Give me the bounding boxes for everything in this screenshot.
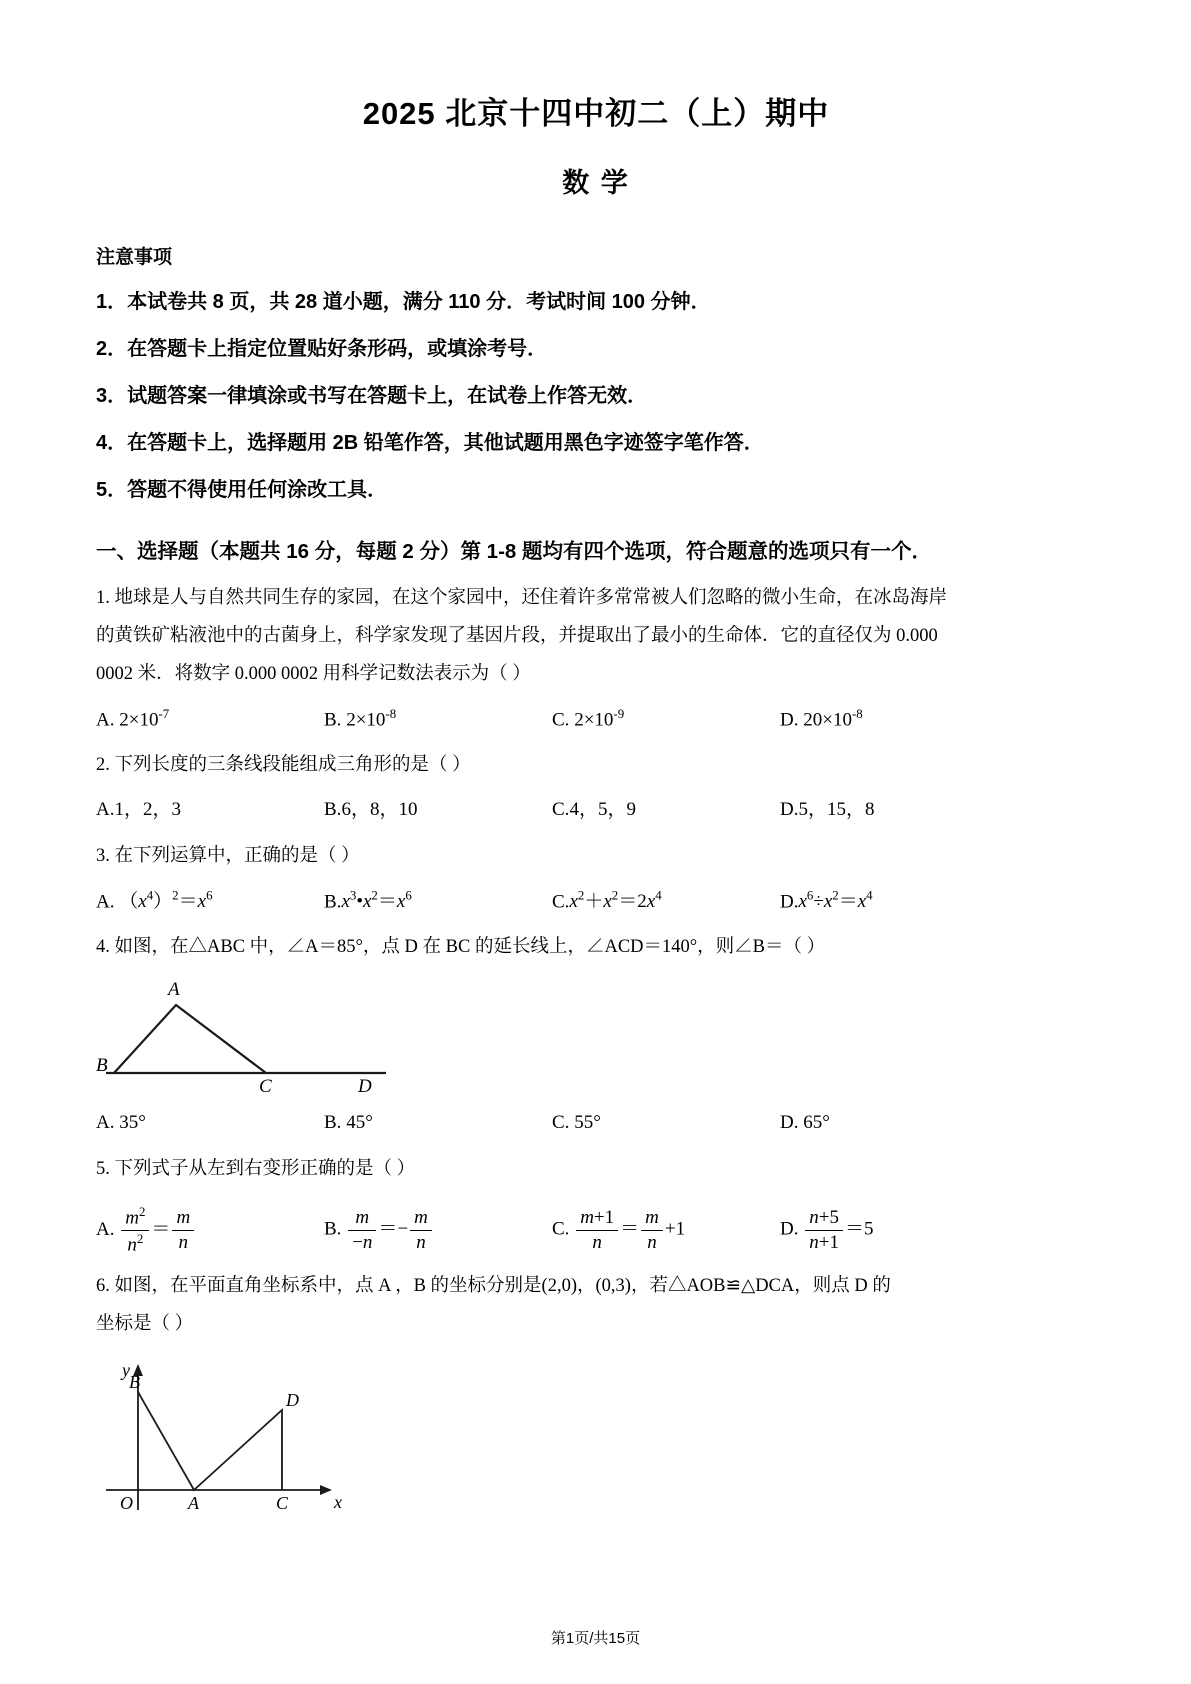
option-a[interactable] xyxy=(96,1108,324,1138)
option-c-label: C. xyxy=(552,799,570,821)
option-c-base: 2×10 xyxy=(574,709,614,731)
option-d-value: 5，15，8 xyxy=(798,799,875,821)
option-a-fraction-2: $\frac{m}{n}$ xyxy=(172,1207,194,1254)
option-d-relation: ＝ xyxy=(844,1218,864,1240)
question-1-line-3: 0002 米．将数字 0.000 0002 用科学记数法表示为（ ） xyxy=(96,663,531,684)
option-a-value: $(x^4)^2=x^6$ xyxy=(119,887,213,913)
option-a-value: 35° xyxy=(119,1112,146,1134)
option-c-label: C. xyxy=(552,891,570,913)
option-b-exp: -8 xyxy=(385,705,397,721)
option-c-label: C. xyxy=(552,709,570,731)
question-3-text: 3. 在下列运算中，正确的是（ ） xyxy=(96,845,360,866)
option-c-value: $x^2+x^2=2x^4$ xyxy=(569,887,662,913)
option-d-label: D. xyxy=(780,891,799,913)
option-c[interactable] xyxy=(552,886,780,918)
option-c[interactable] xyxy=(552,704,780,736)
option-d-label: D. xyxy=(780,1112,799,1134)
option-b[interactable] xyxy=(324,704,552,736)
question-4-figure xyxy=(96,973,1096,1098)
option-a[interactable] xyxy=(96,704,324,736)
option-b-label: B. xyxy=(324,1218,342,1240)
triangle-figure-svg xyxy=(96,973,416,1093)
option-b-value: 45° xyxy=(346,1112,373,1134)
option-b-value: 6，8，10 xyxy=(341,799,418,821)
option-d-exp: -8 xyxy=(851,705,863,721)
option-a-relation: ＝ xyxy=(151,1218,171,1240)
question-3-options xyxy=(96,886,1096,918)
coordinate-figure-svg xyxy=(96,1350,356,1525)
option-a-label: A. xyxy=(96,1218,115,1240)
option-b[interactable] xyxy=(324,886,552,918)
label-y-axis: y xyxy=(122,1359,130,1380)
notice-item-4: 4．在答题卡上，选择题用 2B 铅笔作答，其他试题用黑色字迹签字笔作答． xyxy=(96,432,764,454)
question-5-text: 5. 下列式子从左到右变形正确的是（ ） xyxy=(96,1158,416,1179)
option-a[interactable] xyxy=(96,795,324,825)
option-c[interactable] xyxy=(552,1108,780,1138)
option-a-base: 2×10 xyxy=(119,709,159,731)
option-c-fraction-2: $\frac{m}{n}$ xyxy=(641,1207,663,1254)
option-a-label: A. xyxy=(96,709,115,731)
option-d-base: 20×10 xyxy=(803,709,852,731)
label-O: O xyxy=(120,1492,133,1513)
label-D: D xyxy=(286,1389,299,1410)
option-d-fraction-1: $\frac{n+5}{n+1}$ xyxy=(805,1207,843,1254)
label-x-axis: x xyxy=(334,1491,342,1512)
option-c-label: C. xyxy=(552,1112,570,1134)
option-d-value: 5 xyxy=(863,1218,874,1240)
option-c-label: C. xyxy=(552,1218,570,1240)
option-b-fraction-2: $\frac{m}{n}$ xyxy=(410,1207,432,1254)
question-5-options xyxy=(96,1205,1096,1256)
option-a[interactable] xyxy=(96,886,324,918)
notice-heading: 注意事项 xyxy=(96,247,173,268)
option-c[interactable] xyxy=(552,795,780,825)
question-6-text xyxy=(96,1268,1096,1344)
option-b-value: $x^3•x^2=x^6$ xyxy=(341,887,412,913)
option-c[interactable] xyxy=(552,1207,780,1254)
option-d[interactable] xyxy=(780,886,873,918)
question-1-line-2: 的黄铁矿粘液池中的古菌身上，科学家发现了基因片段，并提取出了最小的生命体．它的直径仅为 0.000 xyxy=(96,625,938,646)
option-d-label: D. xyxy=(780,709,799,731)
label-C: C xyxy=(276,1492,289,1513)
notice-item-5: 5．答题不得使用任何涂改工具． xyxy=(96,479,388,501)
option-a-fraction-1: $\frac{m^2}{n^2}$ xyxy=(121,1205,149,1256)
option-d-label: D. xyxy=(780,799,799,821)
label-B: B xyxy=(96,1055,108,1077)
label-B: B xyxy=(129,1371,140,1392)
label-C: C xyxy=(259,1076,272,1094)
option-b-fraction-1: $\frac{m}{-n}$ xyxy=(348,1207,376,1254)
question-6-figure xyxy=(96,1350,1096,1530)
option-a-label: A. xyxy=(96,1112,115,1134)
option-d[interactable] xyxy=(780,1108,830,1138)
section-heading: 一、选择题（本题共 16 分，每题 2 分）第 1-8 题均有四个选项，符合题意的选项只有一个． xyxy=(96,540,933,563)
page-content xyxy=(96,0,1096,1530)
option-c-value: 55° xyxy=(574,1112,601,1134)
page-title: 2025 北京十四中初二（上）期中 xyxy=(362,96,830,131)
option-d-label: D. xyxy=(780,1218,799,1240)
option-a-exp: -7 xyxy=(158,705,170,721)
option-a[interactable] xyxy=(96,1205,324,1256)
label-A: A xyxy=(188,1492,199,1513)
option-a-value: 1，2，3 xyxy=(114,799,181,821)
notice-item-3: 3．试题答案一律填涂或书写在答题卡上，在试卷上作答无效． xyxy=(96,385,648,407)
option-a-label: A. xyxy=(96,799,115,821)
option-b-label: B. xyxy=(324,709,342,731)
question-6-line-2: 坐标是（ ） xyxy=(96,1313,194,1334)
option-d[interactable] xyxy=(780,795,875,825)
notice-item-2: 2．在答题卡上指定位置贴好条形码，或填涂考号． xyxy=(96,338,548,360)
label-A: A xyxy=(168,979,180,1001)
label-D: D xyxy=(358,1076,372,1094)
option-c-tail: +1 xyxy=(664,1218,686,1240)
option-b-relation: ＝− xyxy=(378,1218,409,1240)
option-b-base: 2×10 xyxy=(346,709,386,731)
option-d[interactable] xyxy=(780,704,863,736)
question-1-options xyxy=(96,704,1096,736)
option-c-exp: -9 xyxy=(613,705,625,721)
question-4-options xyxy=(96,1108,1096,1138)
option-b[interactable] xyxy=(324,795,552,825)
question-1-text xyxy=(96,580,1096,694)
option-c-relation: ＝ xyxy=(620,1218,640,1240)
option-c-value: 4，5，9 xyxy=(569,799,636,821)
question-6-line-1: 6. 如图，在平面直角坐标系中，点 A ，B 的坐标分别是(2,0)，(0,3)，若△AOB≌△DCA，则点 D 的 xyxy=(96,1276,891,1297)
subject-title: 数 学 xyxy=(562,168,630,198)
notice-item-1: 1．本试卷共 8 页，共 28 道小题，满分 110 分．考试时间 100 分钟． xyxy=(96,291,711,313)
option-c-fraction-1: $\frac{m+1}{n}$ xyxy=(576,1207,618,1254)
question-2-options xyxy=(96,795,1096,825)
option-b-label: B. xyxy=(324,1112,342,1134)
option-d-value: 65° xyxy=(803,1112,830,1134)
option-d-value: $x^6\div x^2=x^4$ xyxy=(798,887,873,913)
page-footer: 第1页/共15页 xyxy=(550,1630,641,1647)
question-2-text: 2. 下列长度的三条线段能组成三角形的是（ ） xyxy=(96,755,471,776)
option-a-label: A. xyxy=(96,891,115,913)
question-1-line-1: 1. 地球是人与自然共同生存的家园，在这个家园中，还住着许多常常被人们忽略的微小生命，在冰岛海岸 xyxy=(96,588,948,608)
option-b-label: B. xyxy=(324,799,342,821)
option-b-label: B. xyxy=(324,891,342,913)
option-b[interactable] xyxy=(324,1108,552,1138)
option-b[interactable] xyxy=(324,1207,552,1254)
option-d[interactable] xyxy=(780,1207,873,1254)
question-4-text: 4. 如图，在△ABC 中，∠A＝85°，点 D 在 BC 的延长线上，∠ACD＝140°，则∠B＝（ ） xyxy=(96,937,826,958)
